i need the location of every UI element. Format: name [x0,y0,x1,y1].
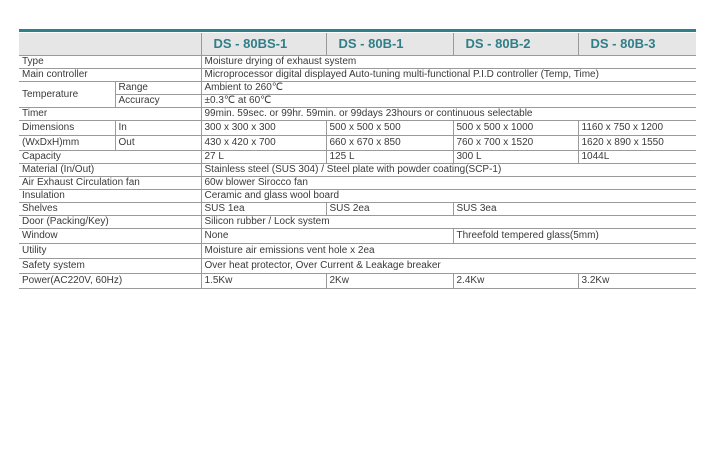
table-row [19,164,696,177]
row-label: Main controller [19,69,201,82]
row-label: Insulation [19,190,201,203]
table-row [19,274,696,289]
cell-value: 1620 x 890 x 1550 [578,136,696,151]
cell-value: 27 L [201,151,326,164]
cell-value: 2Kw [326,274,453,289]
table-row [19,229,696,244]
cell-value: 1.5Kw [201,274,326,289]
row-value: Silicon rubber / Lock system [201,216,696,229]
row-label: Power(AC220V, 60Hz) [19,274,201,289]
row-value: Moisture air emissions vent hole x 2ea [201,244,696,259]
row-value: Ambient to 260℃ [201,82,696,95]
table-row [19,136,696,151]
row-value: 99min. 59sec. or 99hr. 59min. or 99days 23hours or continuous selectable [201,108,696,121]
table-row [19,121,696,136]
row-value: Moisture drying of exhaust system [201,56,696,69]
row-label: Shelves [19,203,201,216]
row-label: Capacity [19,151,201,164]
model-header: DS - 80B-1 [326,33,453,56]
table-row [19,82,696,95]
table-header-row [19,33,696,56]
cell-value: 300 x 300 x 300 [201,121,326,136]
row-label: Door (Packing/Key) [19,216,201,229]
row-label: Utility [19,244,201,259]
cell-value: 1044L [578,151,696,164]
row-sublabel: In [115,121,201,136]
cell-value: 300 L [453,151,578,164]
row-value: Stainless steel (SUS 304) / Steel plate with powder coating(SCP-1) [201,164,696,177]
table-row [19,177,696,190]
cell-value: 500 x 500 x 1000 [453,121,578,136]
cell-value: 760 x 700 x 1520 [453,136,578,151]
table-row [19,95,696,108]
table-row [19,190,696,203]
table-row [19,151,696,164]
cell-value: 660 x 670 x 850 [326,136,453,151]
table-row [19,108,696,121]
row-label: Window [19,229,201,244]
model-header: DS - 80B-3 [578,33,696,56]
row-value: Microprocessor digital displayed Auto-tuning multi-functional P.I.D controller (Temp, Time) [201,69,696,82]
row-sublabel: Range [115,82,201,95]
row-label: (WxDxH)mm [19,136,115,151]
table-row [19,203,696,216]
row-label: Type [19,56,201,69]
row-value: 60w blower Sirocco fan [201,177,696,190]
model-header: DS - 80BS-1 [201,33,326,56]
row-label: Material (In/Out) [19,164,201,177]
row-value: ±0.3℃ at 60℃ [201,95,696,108]
header-accent-bar [19,29,696,32]
model-header: DS - 80B-2 [453,33,578,56]
row-label: Dimensions [19,121,115,136]
row-label: Timer [19,108,201,121]
cell-value: SUS 1ea [201,203,326,216]
cell-value: 500 x 500 x 500 [326,121,453,136]
cell-value: None [201,229,453,244]
cell-value: 2.4Kw [453,274,578,289]
row-label: Temperature [19,82,115,108]
cell-value: Threefold tempered glass(5mm) [453,229,696,244]
row-sublabel: Accuracy [115,95,201,108]
cell-value: SUS 2ea [326,203,453,216]
table-row [19,69,696,82]
cell-value: 3.2Kw [578,274,696,289]
table-row [19,216,696,229]
header-blank-cell [19,33,201,56]
row-label: Air Exhaust Circulation fan [19,177,201,190]
row-value: Ceramic and glass wool board [201,190,696,203]
row-value: Over heat protector, Over Current & Leakage breaker [201,259,696,274]
cell-value: 430 x 420 x 700 [201,136,326,151]
spec-table [19,33,696,289]
row-label: Safety system [19,259,201,274]
cell-value: SUS 3ea [453,203,696,216]
table-row [19,259,696,274]
cell-value: 125 L [326,151,453,164]
cell-value: 1160 x 750 x 1200 [578,121,696,136]
table-row [19,244,696,259]
table-row [19,56,696,69]
row-sublabel: Out [115,136,201,151]
